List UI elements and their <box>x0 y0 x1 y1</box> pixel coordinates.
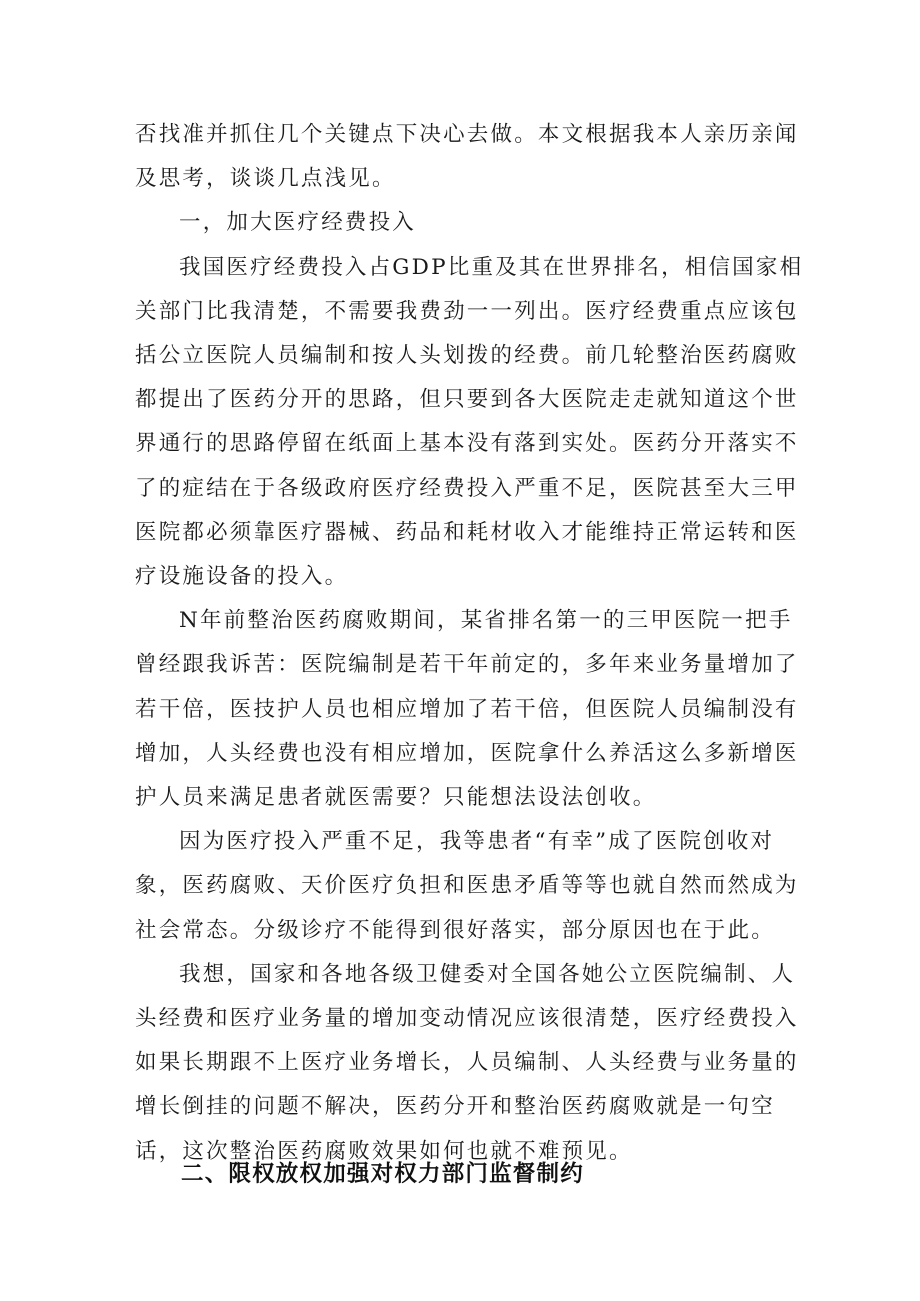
text-line: 我国医疗经费投入占GDP比重及其在世界排名，相信国家相 <box>179 254 804 280</box>
paragraph-consequences <box>135 820 799 953</box>
paragraph-intro-continued <box>135 113 799 201</box>
text-line: 曾经跟我诉苦：医院编制是若干年前定的，多年来业务量增加了 <box>135 652 799 678</box>
heading-line: 一，加大医疗经费投入 <box>179 210 417 236</box>
text-line: 及思考，谈谈几点浅见。 <box>135 166 396 192</box>
text-line: 关部门比我清楚，不需要我费劲一一列出。医疗经费重点应该包 <box>135 298 799 324</box>
text-line: 否找准并抓住几个关键点下决心去做。本文根据我本人亲历亲闻 <box>135 122 799 147</box>
text-line: 话，这次整治医药腐败效果如何也就不难预见。 <box>135 1138 633 1164</box>
text-line: 增加，人头经费也没有相应增加，医院拿什么养活这么多新增医 <box>135 740 799 766</box>
text-line: 若干倍，医技护人员也相应增加了若干倍，但医院人员编制没有 <box>135 696 799 722</box>
text-line: 象，医药腐败、天价医疗负担和医患矛盾等等也就自然而然成为 <box>135 873 799 899</box>
text-line: 护人员来满足患者就医需要？只能想法设法创收。 <box>135 785 657 811</box>
text-line: N年前整治医药腐败期间，某省排名第一的三甲医院一把手 <box>179 608 793 634</box>
text-line: 都提出了医药分开的思路，但只要到各大医院走走就知道这个世 <box>135 387 799 413</box>
text-line: 头经费和医疗业务量的增加变动情况应该很清楚，医疗经费投入 <box>135 1006 799 1032</box>
text-line: 了的症结在于各级政府医疗经费投入严重不足，医院甚至大三甲 <box>135 475 799 501</box>
text-line: 增长倒挂的问题不解决，医药分开和整治医药腐败就是一句空 <box>135 1094 775 1120</box>
text-line: 医院都必须靠医疗器械、药品和耗材收入才能维持正常运转和医 <box>135 519 799 545</box>
section-heading-1 <box>135 201 785 245</box>
text-line: 我想，国家和各地各级卫健委对全国各她公立医院编制、人 <box>179 961 796 987</box>
paragraph-hospital-complaint <box>135 599 799 820</box>
text-line: 括公立医院人员编制和按人头划拨的经费。前几轮整治医药腐败 <box>135 343 799 369</box>
text-line: 因为医疗投入严重不足，我等患者“有幸”成了医院创收对 <box>179 829 775 855</box>
body-text <box>135 113 804 1174</box>
section-heading-2: 二、限权放权加强对权力部门监督制约 <box>181 1161 584 1187</box>
text-line: 界通行的思路停留在纸面上基本没有落到实处。医药分开落实不 <box>135 431 799 457</box>
text-line: 疗设施设备的投入。 <box>135 564 349 590</box>
paragraph-conclusion <box>135 953 799 1174</box>
text-line: 社会常态。分级诊疗不能得到很好落实，部分原因也在于此。 <box>135 917 775 943</box>
paragraph-funding <box>135 246 804 600</box>
text-line: 如果长期跟不上医疗业务增长，人员编制、人头经费与业务量的 <box>135 1050 799 1076</box>
